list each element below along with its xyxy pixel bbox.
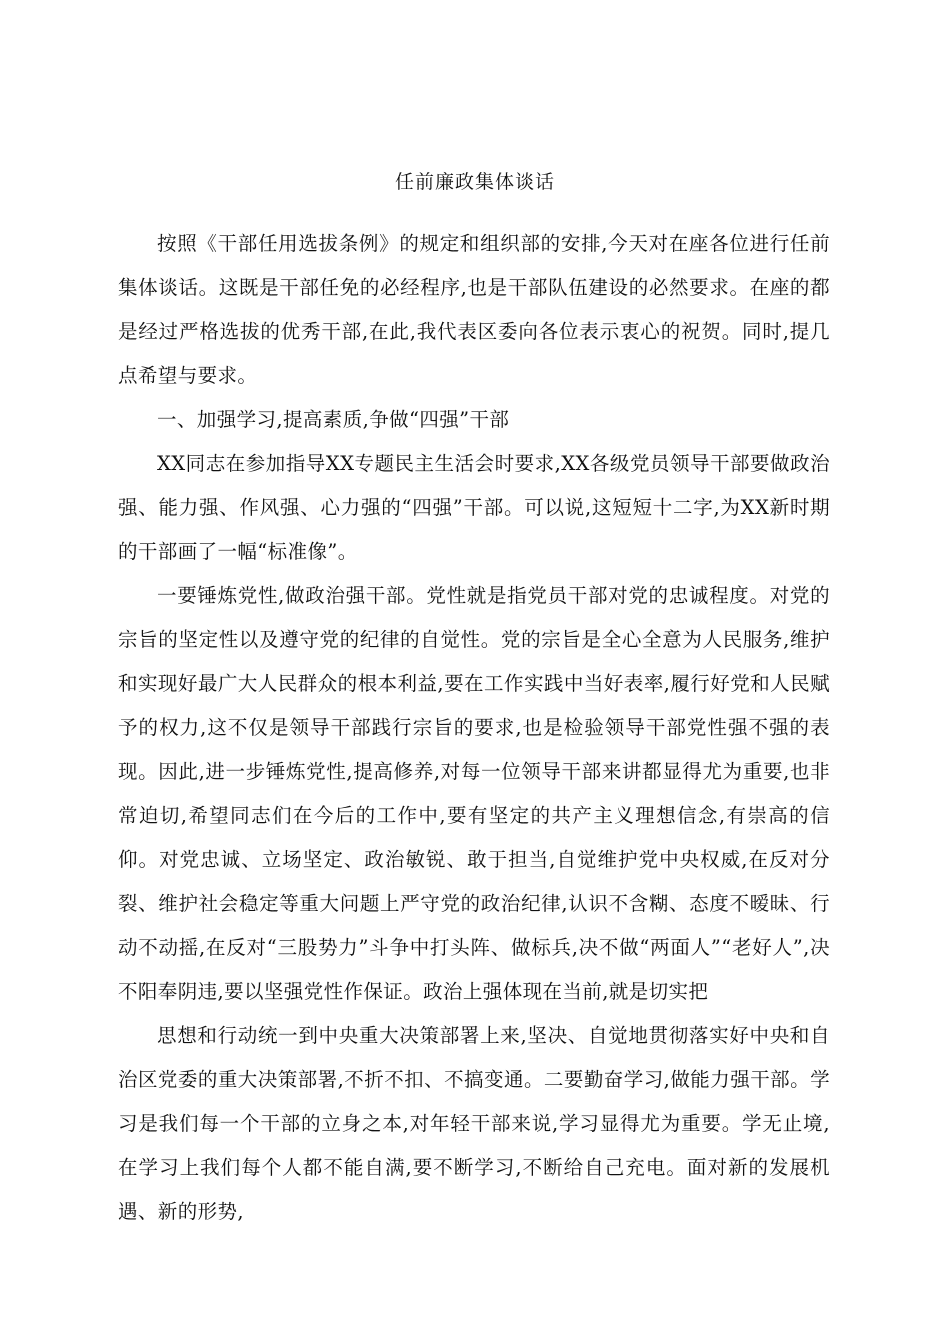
paragraph-four-strong: XX同志在参加指导XX专题民主生活会时要求,XX各级党员领导干部要做政治强、能力强、作风强、心力强的“四强”干部。可以说,这短短十二字,为XX新时期的干部画了一幅“标准像”。 xyxy=(118,452,830,563)
section-heading-1: 一、加强学习,提高素质,争做“四强”干部 xyxy=(157,408,510,431)
paragraph-study: 思想和行动统一到中央重大决策部署上来,坚决、自觉地贯彻落实好中央和自治区党委的重大决策部署,不折不扣、不搞变通。二要勤奋学习,做能力强干部。学习是我们每一个干部的立身之本,对年轻干部来说,学习显得尤为重要。学无止境,在学习上我们每个人都不能自满,要不断学习,不断给自己充电。面对新的发展机遇、新的形势, xyxy=(118,1024,830,1223)
paragraph-intro: 按照《干部任用选拔条例》的规定和组织部的安排,今天对在座各位进行任前集体谈话。这既是干部任免的必经程序,也是干部队伍建设的必然要求。在座的都是经过严格选拔的优秀干部,在此,我代表区委向各位表示衷心的祝贺。同时,提几点希望与要求。 xyxy=(118,232,830,387)
document-body xyxy=(118,222,830,1234)
document-title: 任前廉政集体谈话 xyxy=(394,171,555,193)
paragraph-party-spirit: 一要锤炼党性,做政治强干部。党性就是指党员干部对党的忠诚程度。对党的宗旨的坚定性以及遵守党的纪律的自觉性。党的宗旨是全心全意为人民服务,维护和实现好最广大人民群众的根本利益,要在工作实践中当好表率,履行好党和人民赋予的权力,这不仅是领导干部践行宗旨的要求,也是检验领导干部党性强不强的表现。因此,进一步锤炼党性,提高修养,对每一位领导干部来讲都显得尤为重要,也非常迫切,希望同志们在今后的工作中,要有坚定的共产主义理想信念,有崇高的信仰。对党忠诚、立场坚定、政治敏锐、敢于担当,自觉维护党中央权威,在反对分裂、维护社会稳定等重大问题上严守党的政治纪律,认识不含糊、态度不暧昧、行动不动摇,在反对“三股势力”斗争中打头阵、做标兵,决不做“两面人”“老好人”,决不阳奉阴违,要以坚强党性作保证。政治上强体现在当前,就是切实把 xyxy=(118,584,830,1003)
